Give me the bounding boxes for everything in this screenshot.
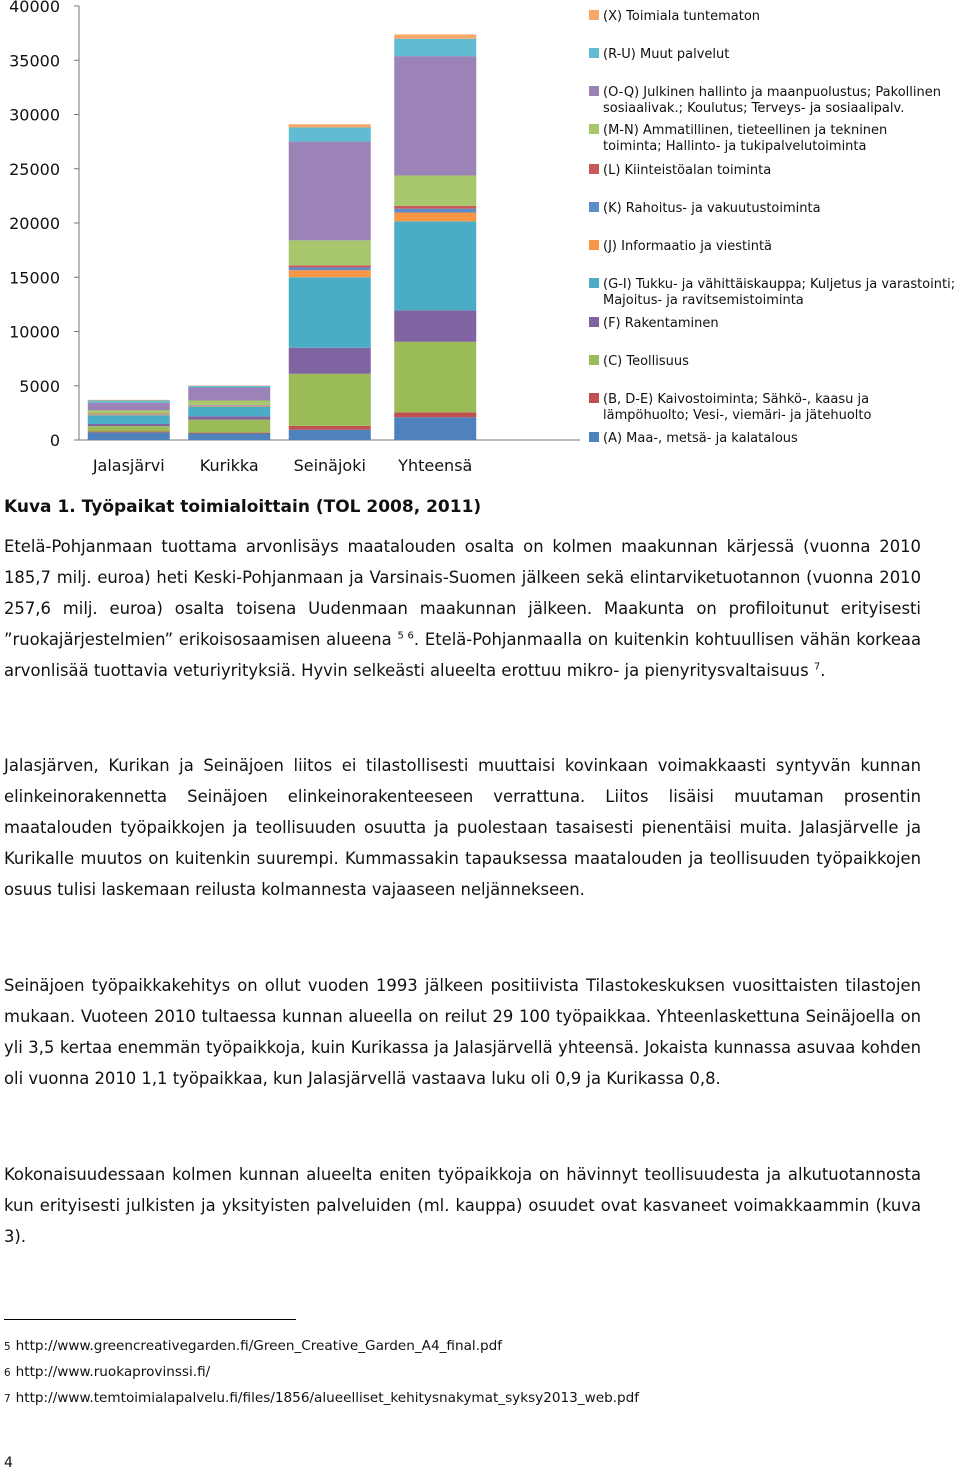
bar-segment xyxy=(289,142,371,241)
bar-segment xyxy=(188,405,270,406)
legend-swatch xyxy=(589,164,599,174)
y-tick-label: 40000 xyxy=(9,0,60,16)
legend-label: (K) Rahoitus- ja vakuutustoiminta xyxy=(603,201,821,216)
y-tick-label: 20000 xyxy=(9,214,60,233)
legend-label: (F) Rakentaminen xyxy=(603,316,719,331)
footnote-7 xyxy=(4,1390,639,1406)
legend-label: (X) Toimiala tuntematon xyxy=(603,9,761,24)
paragraph-1-text: Etelä-Pohjanmaan tuottama arvonlisäys maatalouden osalta on kolmen maakunnan kärjessä (vuonna 2010 185,7 milj. euroa) heti Keski-Pohjanmaan ja Varsinais-Suomen jälkeen sekä elintarviketuotannon (vuonna 2010 257,6 milj. euroa) osalta toisena Uudenmaan maakunnan jälkeen. Maakunta on profiloitunut erityisesti ”ruokajärjestelmien” erikoisosaamisen alueena xyxy=(4,537,921,649)
footnote-divider xyxy=(4,1319,296,1320)
bar-segment xyxy=(188,433,270,434)
legend-label: (M-N) Ammatillinen, tieteellinen ja tekninen toiminta; Hallinto- ja tukipalvelutoiminta xyxy=(603,123,888,154)
footnote-link[interactable]: http://www.ruokaprovinssi.fi/ xyxy=(15,1364,211,1380)
bar-segment xyxy=(394,342,476,413)
bar-segment xyxy=(289,270,371,277)
bar-segment xyxy=(289,267,371,270)
paragraph-1-text-cont: . Etelä-Pohjanmaalla on kuitenkin kohtuullisen vähän korkeaa arvonlisää tuottavia veturiyrityksiä. Hyvin selkeästi alueelta erottuu mikro- ja pienyritysvaltaisuus xyxy=(4,630,921,680)
paragraph-1-end: . xyxy=(820,661,826,680)
y-tick-label: 5000 xyxy=(19,376,60,396)
legend-swatch xyxy=(589,240,599,250)
y-tick-label: 25000 xyxy=(9,159,60,179)
bar-segment xyxy=(88,414,170,415)
y-tick-label: 35000 xyxy=(9,51,60,71)
bar-segment xyxy=(394,34,476,38)
bar-segment xyxy=(188,406,270,407)
footnote-link[interactable]: http://www.temtoimialapalvelu.fi/files/1856/alueelliset_kehitysnakymat_syksy2013_web.pdf xyxy=(15,1390,640,1406)
y-tick-label: 15000 xyxy=(9,268,60,288)
bar-segment xyxy=(88,414,170,415)
legend-swatch xyxy=(589,355,599,365)
legend-label: (G-I) Tukku- ja vähittäiskauppa; Kuljetus ja varastointi; Majoitus- ja ravitsemistoiminta xyxy=(603,277,956,308)
bar-segment xyxy=(394,206,476,209)
bar-segment xyxy=(394,39,476,56)
bar-segment xyxy=(188,407,270,417)
y-tick-label: 30000 xyxy=(9,105,60,125)
legend-label: (R-U) Muut palvelut xyxy=(603,47,730,62)
bar-segment xyxy=(88,401,170,403)
bar-segment xyxy=(188,433,270,440)
bar-segment xyxy=(88,424,170,426)
bar-segment xyxy=(394,310,476,341)
bar-segment xyxy=(289,240,371,265)
x-tick-label: Seinäjoki xyxy=(293,456,366,475)
bar-segment xyxy=(88,426,170,431)
footnote-link[interactable]: http://www.greencreativegarden.fi/Green_Creative_Garden_A4_final.pdf xyxy=(15,1338,503,1354)
legend-swatch xyxy=(589,317,599,327)
y-tick-label: 0 xyxy=(49,431,60,450)
bar-segment xyxy=(188,416,270,419)
bar-segment xyxy=(394,175,476,205)
footnote-number: 6 xyxy=(4,1367,11,1379)
bar-segment xyxy=(289,265,371,267)
bar-segment xyxy=(289,426,371,430)
bar-segment xyxy=(394,212,476,221)
footnote-number: 7 xyxy=(4,1393,11,1405)
bar-segment xyxy=(88,400,170,401)
legend-swatch xyxy=(589,202,599,212)
bar-segment xyxy=(289,348,371,374)
bar-segment xyxy=(88,403,170,411)
legend-swatch xyxy=(589,86,599,96)
legend-label: (J) Informaatio ja viestintä xyxy=(603,239,773,254)
bar-segment xyxy=(394,56,476,175)
footnote-ref-5-6: 5 6 xyxy=(397,630,414,642)
legend-label: (B, D-E) Kaivostoiminta; Sähkö-, kaasu ja lämpöhuolto; Vesi-, viemäri- ja jätehuolto xyxy=(603,392,872,423)
legend-swatch xyxy=(589,48,599,58)
paragraph-2: Jalasjärven, Kurikan ja Seinäjoen liitos ei tilastollisesti muuttaisi kovinkaan voimakkaasti syntyvän kunnan elinkeinorakennetta Seinäjoen elinkeinorakenteeseen verrattuna. Liitos lisäisi muutaman prosentin maatalouden työpaikkojen ja teollisuuden osuutta ja puolestaan tasaisesti pienentäisi muita. Jalasjärvelle ja Kurikalle muutos on kuitenkin suurempi. Kummassakin tapauksessa maatalouden ja teollisuuden työpaikkojen osuus tulisi laskemaan reilusta kolmannesta vajaaseen neljännekseen. xyxy=(4,756,921,899)
bar-segment xyxy=(289,124,371,127)
bar-segment xyxy=(394,417,476,440)
bar-segment xyxy=(289,430,371,440)
legend-label: (L) Kiinteistöalan toiminta xyxy=(603,163,772,178)
bar-segment xyxy=(88,432,170,433)
paragraph-1 xyxy=(4,531,921,686)
legend-swatch xyxy=(589,124,599,134)
legend-swatch xyxy=(589,278,599,288)
figure-caption: Kuva 1. Työpaikat toimialoittain (TOL 2008, 2011) xyxy=(4,497,482,517)
legend-label: (O-Q) Julkinen hallinto ja maanpuolustus; Pakollinen sosiaalivak.; Koulutus; Terveys- ja sosiaalipalv. xyxy=(603,85,941,116)
bar-segment xyxy=(88,415,170,424)
legend-swatch xyxy=(589,432,599,442)
paragraph-3: Seinäjoen työpaikkakehitys on ollut vuoden 1993 jälkeen positiivista Tilastokeskuksen vuosittaisten tilastojen mukaan. Vuoteen 2010 tultaessa kunnan alueella on reilut 29 100 työpaikkaa. Yhteenlaskettuna Seinäjoella on yli 3,5 kertaa enemmän työpaikkoja, kuin Kurikassa ja Jalasjärvellä yhteensä. Jokaista kunnassa asuvaa kohden oli vuonna 2010 1,1 työpaikkaa, kun Jalasjärvellä vastaava luku oli 0,9 ja Kurikassa 0,8. xyxy=(4,976,921,1088)
paragraph-4: Kokonaisuudessaan kolmen kunnan alueelta eniten työpaikkoja on hävinnyt teollisuudesta ja alkutuotannosta kun erityisesti julkisten ja yksityisten palveluiden (ml. kauppa) osuudet ovat kasvaneet voimakkaammin (kuva 3). xyxy=(4,1165,921,1246)
page-number: 4 xyxy=(4,1455,13,1471)
y-tick-label: 10000 xyxy=(9,322,60,342)
bar-segment xyxy=(188,387,270,400)
bar-segment xyxy=(289,277,371,348)
bar-segment xyxy=(394,412,476,417)
bar-segment xyxy=(188,420,270,433)
footnote-ref-7: 7 xyxy=(813,661,821,673)
stacked-bar-chart xyxy=(0,0,960,490)
legend-label: (C) Teollisuus xyxy=(603,354,689,369)
bar-segment xyxy=(394,209,476,213)
footnote-6 xyxy=(4,1364,210,1380)
bar-segment xyxy=(88,410,170,413)
x-tick-label: Jalasjärvi xyxy=(92,456,165,475)
legend-label: (A) Maa-, metsä- ja kalatalous xyxy=(603,431,798,446)
legend-swatch xyxy=(589,10,599,20)
bar-segment xyxy=(188,401,270,405)
legend-swatch xyxy=(589,393,599,403)
bar-segment xyxy=(88,432,170,440)
x-tick-label: Kurikka xyxy=(199,456,259,475)
bar-segment xyxy=(289,374,371,426)
bar-segment xyxy=(394,221,476,310)
bar-segment xyxy=(188,386,270,388)
footnote-number: 5 xyxy=(4,1341,11,1353)
bar-segment xyxy=(289,128,371,142)
footnote-5 xyxy=(4,1338,502,1354)
x-tick-label: Yhteensä xyxy=(398,456,473,475)
